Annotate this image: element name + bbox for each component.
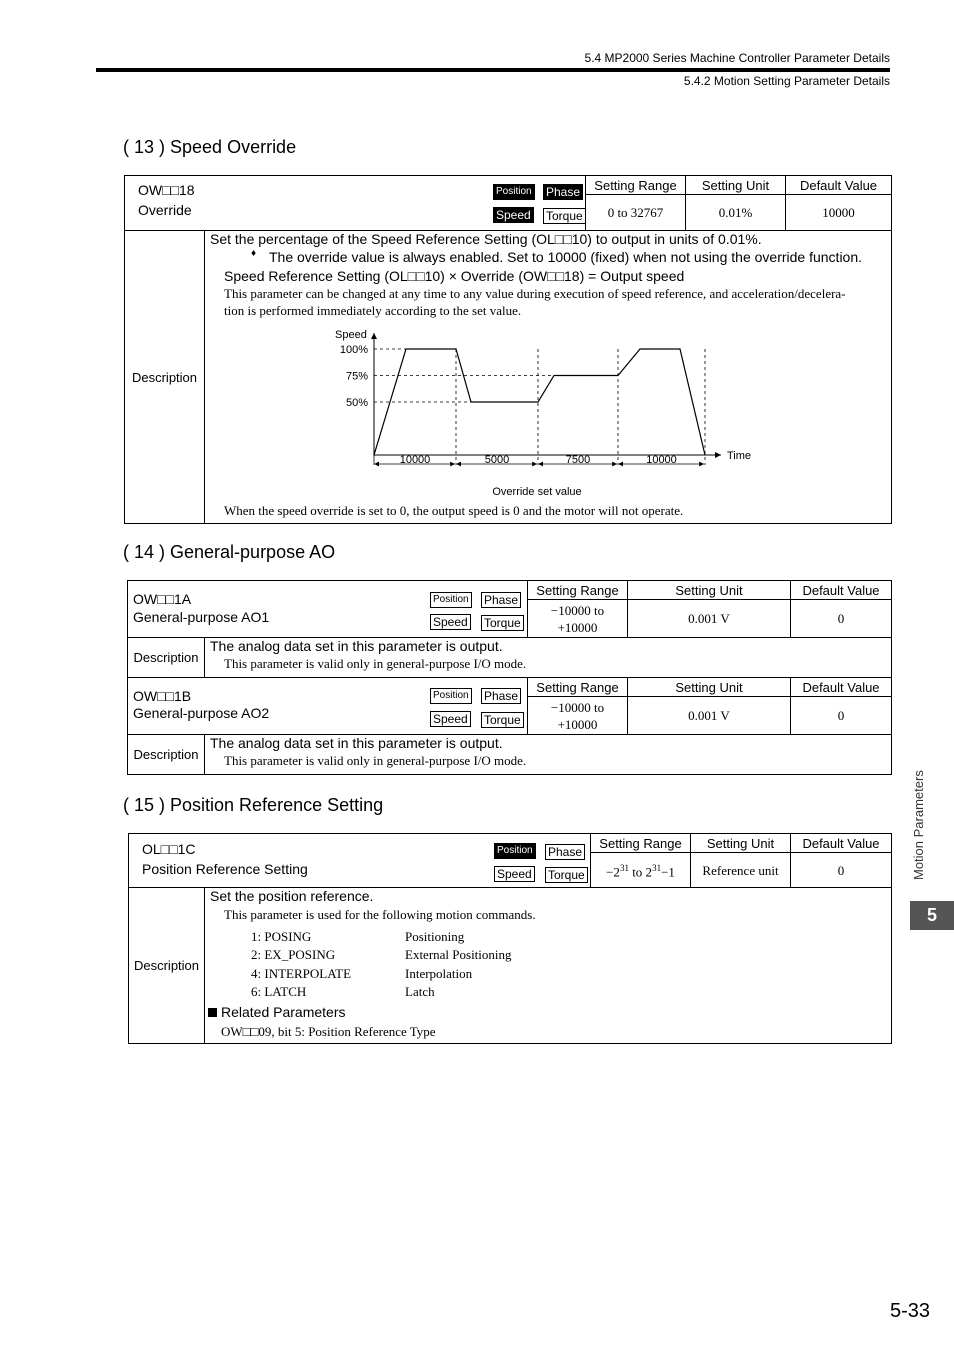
- ao2-note: This parameter is valid only in general-purpose I/O mode.: [224, 753, 527, 768]
- note-line-1: This parameter can be changed at any time to any value during execution of speed reference, and acceleration/decelera-: [224, 286, 846, 301]
- pos-ref-mode-speed-badge: Speed: [494, 866, 535, 882]
- pos-ref-mode-position-badge: Position: [494, 843, 536, 859]
- y-tick-label: 50%: [345, 397, 368, 409]
- setting-range-header: Setting Range: [586, 176, 686, 195]
- pos-ref-description-cell: [205, 888, 892, 1044]
- mode-torque-badge: Torque: [543, 208, 586, 224]
- ao2-mode-torque-badge: Torque: [481, 712, 524, 728]
- range-minus-1: −1: [661, 864, 675, 880]
- mode-speed-badge: Speed: [493, 207, 534, 223]
- x-axis-label: Time: [727, 450, 752, 462]
- pos-ref-description-text: Set the position reference.: [210, 888, 374, 904]
- pos-ref-mode-torque-badge: Torque: [545, 867, 588, 883]
- ao2-setting-range-header: Setting Range: [528, 678, 628, 697]
- chart-caption: Override set value: [492, 486, 582, 498]
- segment-label: 10000: [646, 454, 677, 466]
- ao1-range-line-2: +10000: [557, 619, 598, 635]
- header-rule: [96, 68, 890, 72]
- related-parameter: OW□□09, bit 5: Position Reference Type: [221, 1024, 436, 1039]
- command-name: Latch: [405, 984, 435, 999]
- setting-unit-value: 0.01%: [686, 195, 786, 231]
- command-code: 4: INTERPOLATE: [251, 966, 352, 981]
- section-14-title: ( 14 ) General-purpose AO: [123, 542, 336, 562]
- ao1-setting-range-header: Setting Range: [528, 581, 628, 600]
- pos-ref-setting-unit-header: Setting Unit: [691, 834, 791, 853]
- note-line-2: tion is performed immediately according to the set value.: [224, 303, 522, 318]
- parameter-name: Override: [138, 202, 192, 218]
- header-subsection: 5.4.2 Motion Setting Parameter Details: [683, 74, 890, 88]
- range-minus-2: −2: [606, 864, 620, 880]
- ao2-setting-unit-value: 0.001 V: [628, 697, 791, 735]
- header-section: 5.4 MP2000 Series Machine Controller Parameter Details: [584, 51, 890, 65]
- general-purpose-ao-table: [127, 580, 892, 775]
- ao2-description-text: The analog data set in this parameter is output.: [210, 735, 503, 751]
- ao1-name: General-purpose AO1: [133, 609, 270, 625]
- command-name: External Positioning: [405, 947, 512, 962]
- section-13-title: ( 13 ) Speed Override: [123, 137, 297, 157]
- default-value: 10000: [786, 195, 892, 231]
- pos-ref-setting-unit-value: Reference unit: [691, 853, 791, 888]
- speed-override-footnote: When the speed override is set to 0, the output speed is 0 and the motor will not operate.: [224, 503, 684, 518]
- ao1-mode-phase-badge: Phase: [481, 592, 521, 608]
- y-axis-label: Speed: [335, 329, 367, 341]
- ao1-default-value-header: Default Value: [791, 581, 892, 600]
- ao1-register: OW□□1A: [133, 591, 192, 607]
- page-number: 5-33: [889, 1300, 930, 1322]
- pos-ref-default-value: 0: [791, 853, 892, 888]
- ao2-range-line-2: +10000: [557, 716, 598, 732]
- ao1-note: This parameter is valid only in general-purpose I/O mode.: [224, 656, 527, 671]
- ao2-description-label: Description: [128, 735, 205, 775]
- ao2-range-line-1: −10000 to: [550, 699, 605, 715]
- ao1-description-text: The analog data set in this parameter is output.: [210, 638, 503, 654]
- ao1-mode-position-badge: Position: [430, 592, 472, 608]
- command-code: 2: EX_POSING: [251, 947, 336, 962]
- pos-ref-description-label: Description: [129, 888, 205, 1044]
- ao2-default-value-header: Default Value: [791, 678, 892, 697]
- pos-ref-name: Position Reference Setting: [142, 861, 308, 877]
- range-exponent-2: 31: [652, 862, 662, 873]
- setting-unit-header: Setting Unit: [686, 176, 786, 195]
- command-code: 6: LATCH: [251, 984, 307, 999]
- ao2-name: General-purpose AO2: [133, 705, 270, 721]
- pos-ref-register: OL□□1C: [142, 841, 196, 857]
- ao2-default-value: 0: [791, 697, 892, 735]
- command-name: Positioning: [405, 929, 465, 944]
- ao1-mode-torque-badge: Torque: [481, 615, 524, 631]
- segment-label: 10000: [399, 454, 431, 466]
- ao1-range-line-1: −10000 to: [550, 602, 605, 618]
- description-cell: [205, 231, 892, 524]
- bullet-icon: ♦: [251, 248, 257, 259]
- ao2-mode-speed-badge: Speed: [430, 711, 471, 727]
- y-tick-label: 75%: [345, 370, 368, 383]
- description-text: Set the percentage of the Speed Reference Setting (OL□□10) to output in units of 0.01%.: [210, 231, 762, 247]
- segment-label: 7500: [565, 454, 591, 466]
- ao2-register: OW□□1B: [133, 688, 192, 704]
- position-reference-table: [128, 833, 892, 1044]
- bullet-text: The override value is always enabled. Set to 10000 (fixed) when not using the override function.: [269, 249, 863, 265]
- ao2-mode-position-badge: Position: [430, 688, 472, 704]
- ao1-default-value: 0: [791, 600, 892, 638]
- pos-ref-setting-range-header: Setting Range: [591, 834, 691, 853]
- ao1-setting-range-value: [528, 600, 628, 638]
- ao2-description-cell: [205, 735, 892, 775]
- square-bullet-icon: [208, 1008, 217, 1017]
- pos-ref-note: This parameter is used for the following motion commands.: [224, 907, 536, 922]
- mode-phase-badge: Phase: [543, 184, 583, 200]
- speed-override-chart: [205, 321, 891, 501]
- ao1-description-cell: [205, 638, 892, 678]
- ao2-name-cell: [128, 678, 528, 735]
- pos-ref-setting-range-value: [591, 853, 691, 888]
- pos-ref-name-cell: [129, 834, 591, 888]
- mode-position-badge: Position: [493, 184, 535, 200]
- chapter-tab: 5: [910, 901, 954, 930]
- ao1-description-label: Description: [128, 638, 205, 678]
- pos-ref-mode-phase-badge: Phase: [545, 844, 585, 860]
- range-to-2: to 2: [628, 864, 653, 880]
- command-code: 1: POSING: [251, 929, 312, 944]
- param-name-cell: [125, 176, 586, 231]
- formula: Speed Reference Setting (OL□□10) × Override (OW□□18) = Output speed: [224, 268, 685, 284]
- section-15-title: ( 15 ) Position Reference Setting: [123, 795, 384, 815]
- speed-override-table: [124, 175, 892, 524]
- ao2-mode-phase-badge: Phase: [481, 688, 521, 704]
- ao2-setting-range-value: [528, 697, 628, 735]
- register-address: OW□□18: [138, 182, 195, 198]
- ao1-name-cell: [128, 581, 528, 638]
- ao1-mode-speed-badge: Speed: [430, 614, 471, 630]
- ao1-setting-unit-value: 0.001 V: [628, 600, 791, 638]
- range-exponent-1: 31: [619, 862, 629, 873]
- default-value-header: Default Value: [786, 176, 892, 195]
- ao1-setting-unit-header: Setting Unit: [628, 581, 791, 600]
- pos-ref-default-value-header: Default Value: [791, 834, 892, 853]
- related-parameters-title: Related Parameters: [221, 1004, 346, 1020]
- description-label: Description: [125, 231, 205, 524]
- ao2-setting-unit-header: Setting Unit: [628, 678, 791, 697]
- y-tick-label: 100%: [339, 344, 368, 356]
- sidebar-chapter-label: Motion Parameters: [911, 770, 926, 880]
- command-name: Interpolation: [405, 966, 473, 981]
- setting-range-value: 0 to 32767: [586, 195, 686, 231]
- segment-label: 5000: [484, 454, 510, 466]
